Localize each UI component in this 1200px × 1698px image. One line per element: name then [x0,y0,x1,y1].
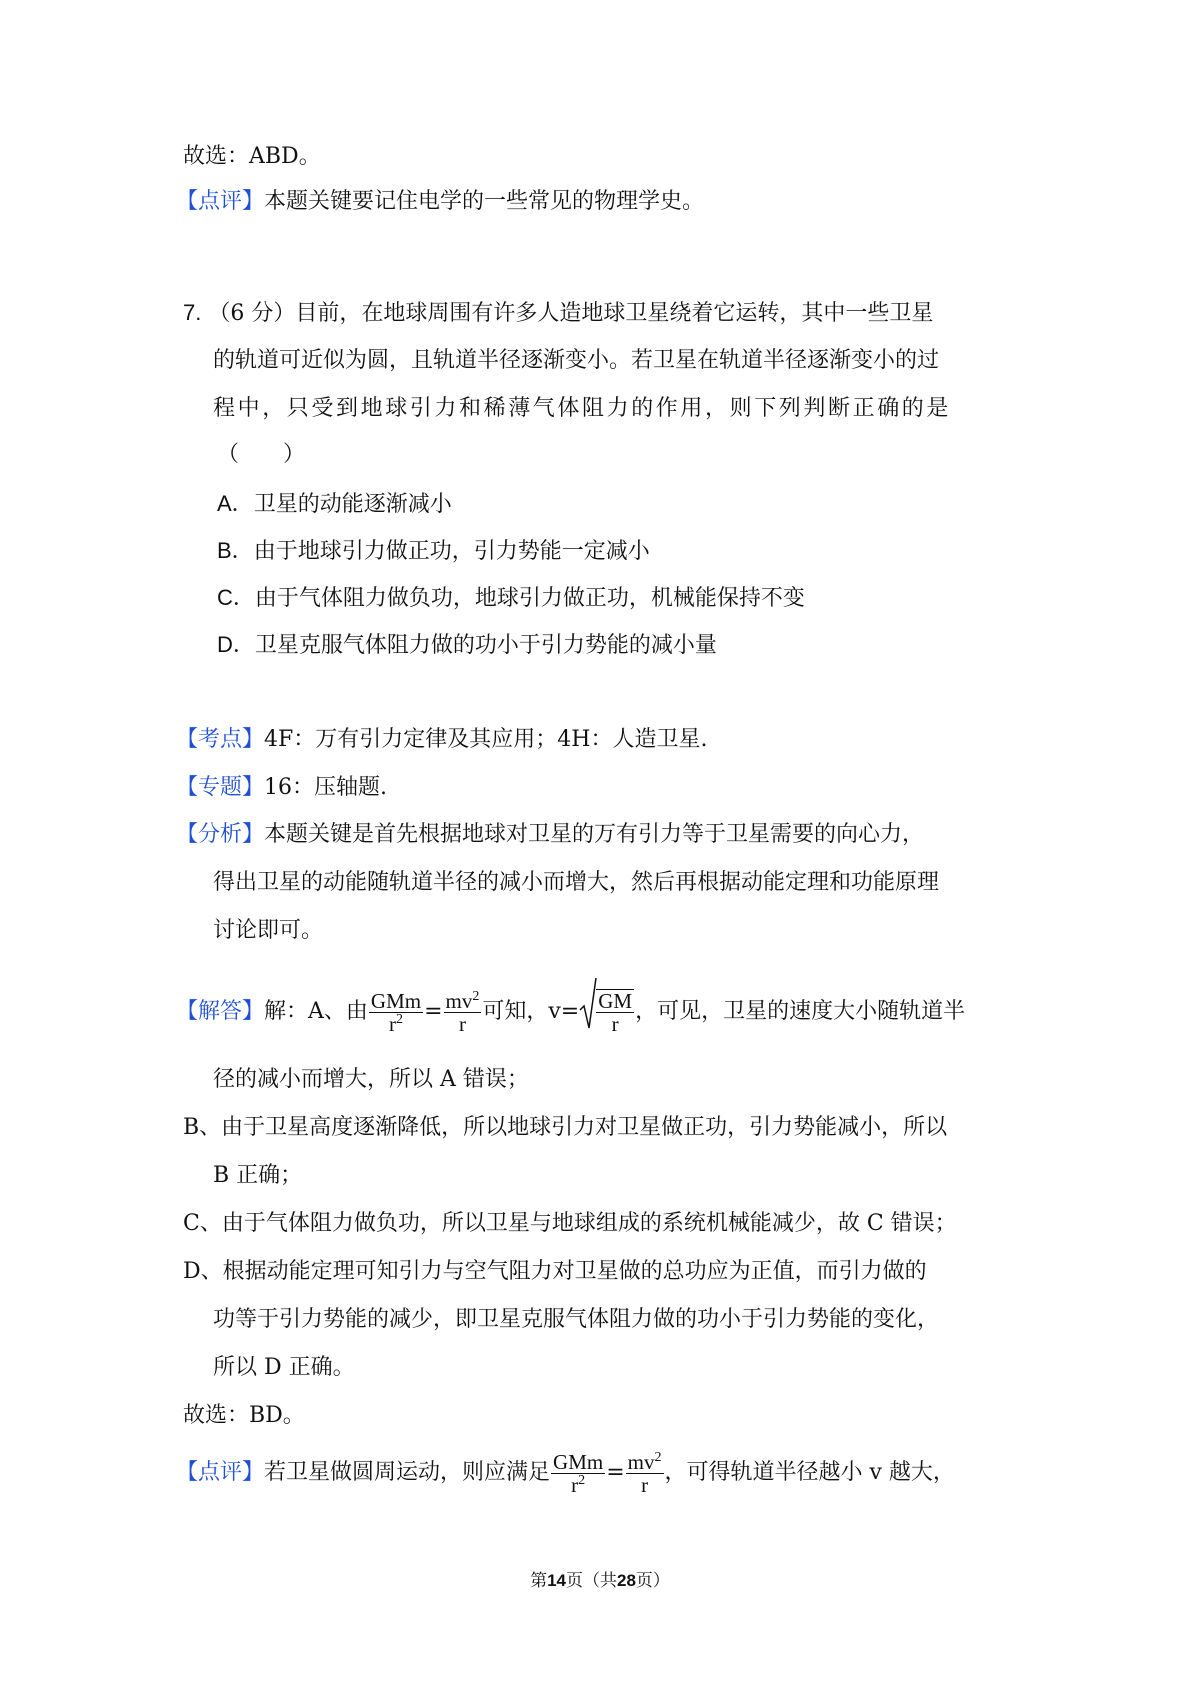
zhuanti-tag: 【专题】 [176,775,265,800]
jieda-b-line-2: B 正确； [213,1163,303,1188]
kaodian-tag: 【考点】 [176,727,265,752]
fenxi-tag: 【分析】 [176,822,265,847]
jieda-d-line-1: D、根据动能定理可知引力与空气阻力对卫星做的总功应为正值，而引力做的 [183,1259,927,1284]
dianping-section: 【点评】若卫星做圆周运动，则应满足 $\frac{\text{GMm}}{r^2}$ = $\frac{mv^2}{r}$ ，可得轨道半径越小 v 越大， [176,1449,955,1497]
comment-tag: 【点评】 [176,189,265,214]
answer-blank: （ ） [217,442,306,467]
formula-sqrt-gm-over-r: $\frac{GM}{r}$ [579,982,635,1042]
dianping-tag: 【点评】 [176,1460,265,1485]
fenxi-line-3: 讨论即可。 [213,918,324,943]
jieda-line-1: 【解答】解：A、由 $\frac{\text{GMm}}{r^2}$ = $\frac{mv^2}{r}$ 可知，v= $\frac{GM}{r}$ ，可见，卫星的速度大小随轨道半 [176,982,965,1042]
option-c: C．由于气体阻力做负功，地球引力做正功，机械能保持不变 [217,585,805,611]
option-a: A．卫星的动能逐渐减小 [217,491,452,517]
option-d: D．卫星克服气体阻力做的功小于引力势能的减小量 [217,632,717,658]
fenxi-line-2: 得出卫星的动能随轨道半径的减小而增大，然后再根据动能定理和功能原理 [213,870,940,895]
page-number: 14 [547,1571,566,1590]
jieda-c-line-1: C、由于气体阻力做负功，所以卫星与地球组成的系统机械能减少，故 C 错误； [183,1211,957,1236]
jieda-b-line-1: B、由于卫星高度逐渐降低，所以地球引力对卫星做正功，引力势能减小，所以 [183,1115,948,1140]
question-line-3: 程中，只受到地球引力和稀薄气体阻力的作用，则下列判断正确的是 [213,396,952,421]
formula-gmm-over-r2: $\frac{\text{GMm}}{r^2}$ [370,988,422,1036]
formula-gmm-over-r2: $\frac{\text{GMm}}{r^2}$ [553,1449,604,1497]
jieda-d-line-3: 所以 D 正确。 [213,1355,355,1380]
jieda-tag: 【解答】 [176,999,265,1024]
kaodian-section: 【考点】4F：万有引力定律及其应用；4H：人造卫星. [176,727,708,752]
page-total: 28 [617,1571,636,1590]
prev-answer: 故选：ABD。 [183,144,321,169]
prev-comment: 【点评】本题关键要记住电学的一些常见的物理学史。 [176,189,705,214]
question-line-1: 7. （6 分）目前，在地球周围有许多人造地球卫星绕着它运转，其中一些卫星 [183,300,934,326]
jieda-d-line-2: 功等于引力势能的减少，即卫星克服气体阻力做的功小于引力势能的变化， [213,1307,940,1332]
jieda-answer: 故选：BD。 [183,1403,305,1428]
formula-mv2-over-r: $\frac{mv^2}{r}$ [445,988,480,1036]
fenxi-section: 【分析】本题关键是首先根据地球对卫星的万有引力等于卫星需要的向心力， [176,822,925,847]
page-footer: 第14页（共28页） [530,1571,670,1591]
formula-mv2-over-r: $\frac{mv^2}{r}$ [627,1449,662,1497]
question-score: （6 分） [208,301,296,326]
question-line-2: 的轨道可近似为圆，且轨道半径逐渐变小。若卫星在轨道半径逐渐变小的过 [213,348,940,373]
jieda-a-line-2: 径的减小而增大，所以 A 错误； [213,1067,529,1092]
zhuanti-section: 【专题】16：压轴题. [176,775,388,800]
question-number: 7. [183,300,202,325]
option-b: B．由于地球引力做正功，引力势能一定减小 [217,538,650,564]
